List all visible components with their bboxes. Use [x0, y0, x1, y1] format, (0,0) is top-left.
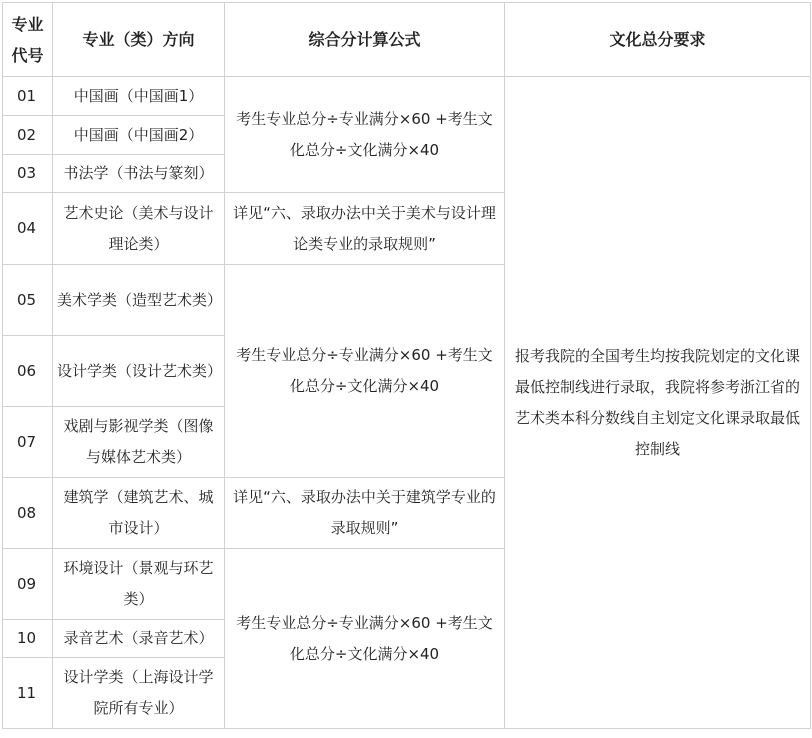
major-code: 09: [3, 549, 53, 620]
formula-cell: 考生专业总分÷专业满分×60 +考生文化总分÷文化满分×40: [225, 549, 505, 729]
major-name: 录音艺术（录音艺术）: [53, 620, 225, 658]
formula-cell: 详见“六、录取办法中关于建筑学专业的录取规则”: [225, 478, 505, 549]
major-code: 02: [3, 116, 53, 155]
formula-cell: 考生专业总分÷专业满分×60 +考生文化总分÷文化满分×40: [225, 77, 505, 193]
header-code-line1: 专业: [11, 14, 44, 34]
header-row: [3, 3, 811, 77]
admission-rules-table: [2, 2, 811, 729]
major-code: 03: [3, 155, 53, 193]
major-name: 设计学类（上海设计学院所有专业）: [53, 658, 225, 729]
header-culture-requirement: 文化总分要求: [505, 3, 811, 77]
major-code: 06: [3, 336, 53, 407]
major-code: 01: [3, 77, 53, 116]
formula-cell: 详见“六、录取办法中关于美术与设计理论类专业的录取规则”: [225, 193, 505, 265]
culture-requirement-cell: 报考我院的全国考生均按我院划定的文化课最低控制线进行录取，我院将参考浙江省的艺术类本科分数线自主划定文化课录取最低控制线: [505, 77, 811, 729]
major-name: 书法学（书法与篆刻）: [53, 155, 225, 193]
header-direction: 专业（类）方向: [53, 3, 225, 77]
major-code: 10: [3, 620, 53, 658]
major-name: 设计学类（设计艺术类）: [53, 336, 225, 407]
header-code-line2: 代号: [11, 45, 44, 65]
header-major-code: [3, 3, 53, 77]
major-name: 美术学类（造型艺术类）: [53, 265, 225, 336]
major-code: 11: [3, 658, 53, 729]
major-code: 08: [3, 478, 53, 549]
major-name: 中国画（中国画2）: [53, 116, 225, 155]
major-name: 中国画（中国画1）: [53, 77, 225, 116]
table-row: [3, 77, 811, 116]
major-code: 05: [3, 265, 53, 336]
major-name: 艺术史论（美术与设计理论类）: [53, 193, 225, 265]
major-name: 戏剧与影视学类（图像与媒体艺术类）: [53, 407, 225, 478]
major-code: 07: [3, 407, 53, 478]
formula-cell: 考生专业总分÷专业满分×60 +考生文化总分÷文化满分×40: [225, 265, 505, 478]
header-formula: 综合分计算公式: [225, 3, 505, 77]
major-name: 环境设计（景观与环艺类）: [53, 549, 225, 620]
major-name: 建筑学（建筑艺术、城市设计）: [53, 478, 225, 549]
major-code: 04: [3, 193, 53, 265]
